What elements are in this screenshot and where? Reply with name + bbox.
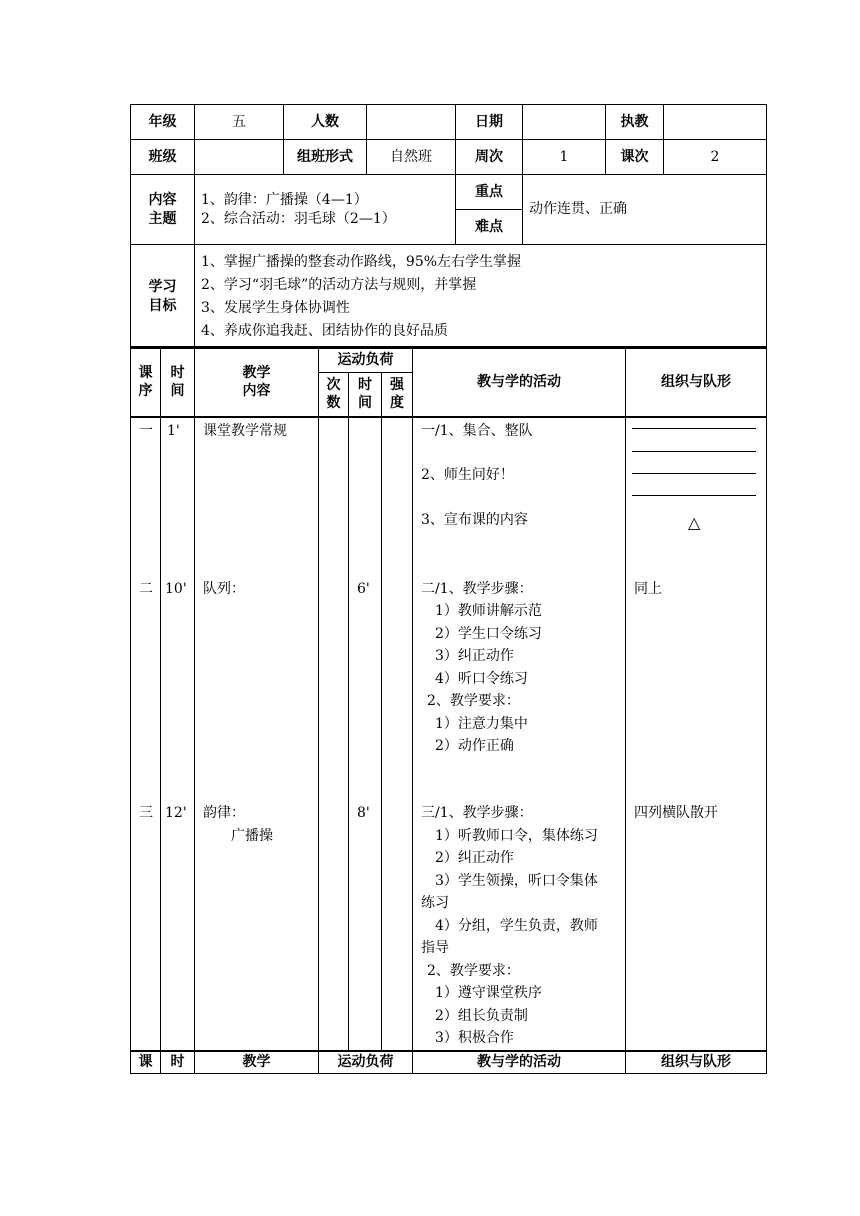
section-content: 队列： xyxy=(203,581,245,597)
teaching-content-column xyxy=(195,417,319,1051)
formation-row-line xyxy=(632,495,756,496)
count-label: 人数 xyxy=(284,105,367,140)
goal-item: 3、发展学生身体协调性 xyxy=(201,299,350,316)
date-label: 日期 xyxy=(456,105,523,140)
footer-seq: 课 xyxy=(131,1051,161,1073)
time-column xyxy=(161,417,195,1051)
grade-label: 年级 xyxy=(131,105,195,140)
formation-row-line xyxy=(632,428,756,429)
activity-line: 2）学生口令练习 xyxy=(435,626,542,642)
count-value xyxy=(367,105,456,140)
date-value xyxy=(523,105,606,140)
intensity-header: 强 度 xyxy=(382,372,413,417)
section-duration: 6' xyxy=(357,581,370,597)
activity-line: 4）分组，学生负责，教师 xyxy=(435,918,598,934)
grade-value: 五 xyxy=(195,105,284,140)
formation-text: 四列横队散开 xyxy=(634,805,718,821)
goals-list xyxy=(195,245,767,349)
intensity-column xyxy=(382,417,413,1051)
goal-item: 1、掌握广播操的整套动作路线，95%左右学生掌握 xyxy=(201,253,522,270)
section-time: 1' xyxy=(167,423,180,439)
key-point-value: 动作连贯、正确 xyxy=(523,175,767,245)
section-content: 课堂教学常规 xyxy=(203,423,287,439)
activity-header: 教与学的活动 xyxy=(413,347,626,417)
activity-line: 3）学生领操，听口令集体 xyxy=(435,873,598,889)
activity-line: 4）听口令练习 xyxy=(435,671,528,687)
exercise-load-header: 运动负荷 xyxy=(319,347,413,372)
duration-header: 时 间 xyxy=(349,372,382,417)
section-seq: 三 xyxy=(139,805,153,821)
activity-line: 2）动作正确 xyxy=(435,738,514,754)
section-time: 10' xyxy=(165,581,187,597)
formation-text: 同上 xyxy=(634,581,662,597)
content-theme-label: 内容 主题 xyxy=(131,175,195,245)
week-value: 1 xyxy=(523,140,606,175)
teaching-content-header: 教学 内容 xyxy=(195,347,319,417)
footer-activity: 教与学的活动 xyxy=(413,1051,626,1073)
group-form-label: 组班形式 xyxy=(284,140,367,175)
goal-item: 2、学习“羽毛球”的活动方法与规则，并掌握 xyxy=(201,276,477,293)
activity-line: 2）组长负责制 xyxy=(435,1008,528,1024)
time-header: 时 间 xyxy=(161,347,195,417)
activity-line: 2、教学要求： xyxy=(427,963,520,979)
teacher-value xyxy=(664,105,767,140)
key-point-label: 重点 xyxy=(456,175,523,210)
lesson-value: 2 xyxy=(664,140,767,175)
activity-line: 1）听教师口令，集体练习 xyxy=(435,828,598,844)
section-content: 广播操 xyxy=(231,828,273,844)
activity-line: 3）积极合作 xyxy=(435,1030,514,1046)
section-time: 12' xyxy=(165,805,187,821)
section-content: 韵律： xyxy=(203,805,245,821)
activity-line: 1）遵守课堂秩序 xyxy=(435,985,542,1001)
activity-line: 二/1、教学步骤： xyxy=(421,581,533,597)
content-item: 1、韵律：广播操（4—1） xyxy=(201,192,368,209)
activity-column xyxy=(413,417,626,1051)
activity-line: 三/1、教学步骤： xyxy=(421,805,533,821)
section-seq: 二 xyxy=(139,581,153,597)
activity-line: 3、宣布课的内容 xyxy=(421,512,528,528)
footer-load: 运动负荷 xyxy=(319,1051,413,1073)
content-item: 2、综合活动：羽毛球（2—1） xyxy=(201,210,396,227)
reps-header: 次 数 xyxy=(319,372,349,417)
content-items xyxy=(195,175,456,245)
week-label: 周次 xyxy=(456,140,523,175)
reps-column xyxy=(319,417,349,1051)
teacher-label: 执教 xyxy=(606,105,664,140)
class-label: 班级 xyxy=(131,140,195,175)
seq-header: 课 序 xyxy=(131,347,161,417)
section-seq: 一 xyxy=(139,423,153,439)
class-value xyxy=(195,140,284,175)
footer-time: 时 xyxy=(161,1051,195,1073)
section-duration: 8' xyxy=(357,805,370,821)
formation-row-line xyxy=(632,473,756,474)
activity-line: 2、师生问好！ xyxy=(421,467,514,483)
activity-line: 2、教学要求： xyxy=(427,693,520,709)
activity-line: 3）纠正动作 xyxy=(435,648,514,664)
difficulty-label: 难点 xyxy=(456,210,523,245)
group-form-value: 自然班 xyxy=(367,140,456,175)
goal-item: 4、养成你追我赶、团结协作的良好品质 xyxy=(201,322,448,339)
lesson-info-table xyxy=(130,104,767,349)
activity-line: 练习 xyxy=(421,895,449,911)
duration-column xyxy=(349,417,382,1051)
footer-teaching: 教学 xyxy=(195,1051,319,1073)
formation-row-line xyxy=(632,451,756,452)
activity-line: 指导 xyxy=(421,940,449,956)
lesson-label: 课次 xyxy=(606,140,664,175)
activity-line: 1）教师讲解示范 xyxy=(435,603,542,619)
formation-column xyxy=(626,417,767,1051)
activity-line: 一/1、集合、整队 xyxy=(421,423,533,439)
seq-column xyxy=(131,417,161,1051)
lesson-detail-table xyxy=(130,346,767,1074)
goals-label: 学习 目标 xyxy=(131,245,195,349)
footer-formation: 组织与队形 xyxy=(626,1051,767,1073)
teacher-position-triangle-icon: △ xyxy=(688,513,701,532)
activity-line: 1）注意力集中 xyxy=(435,716,528,732)
activity-line: 2）纠正动作 xyxy=(435,850,514,866)
formation-header: 组织与队形 xyxy=(626,347,767,417)
